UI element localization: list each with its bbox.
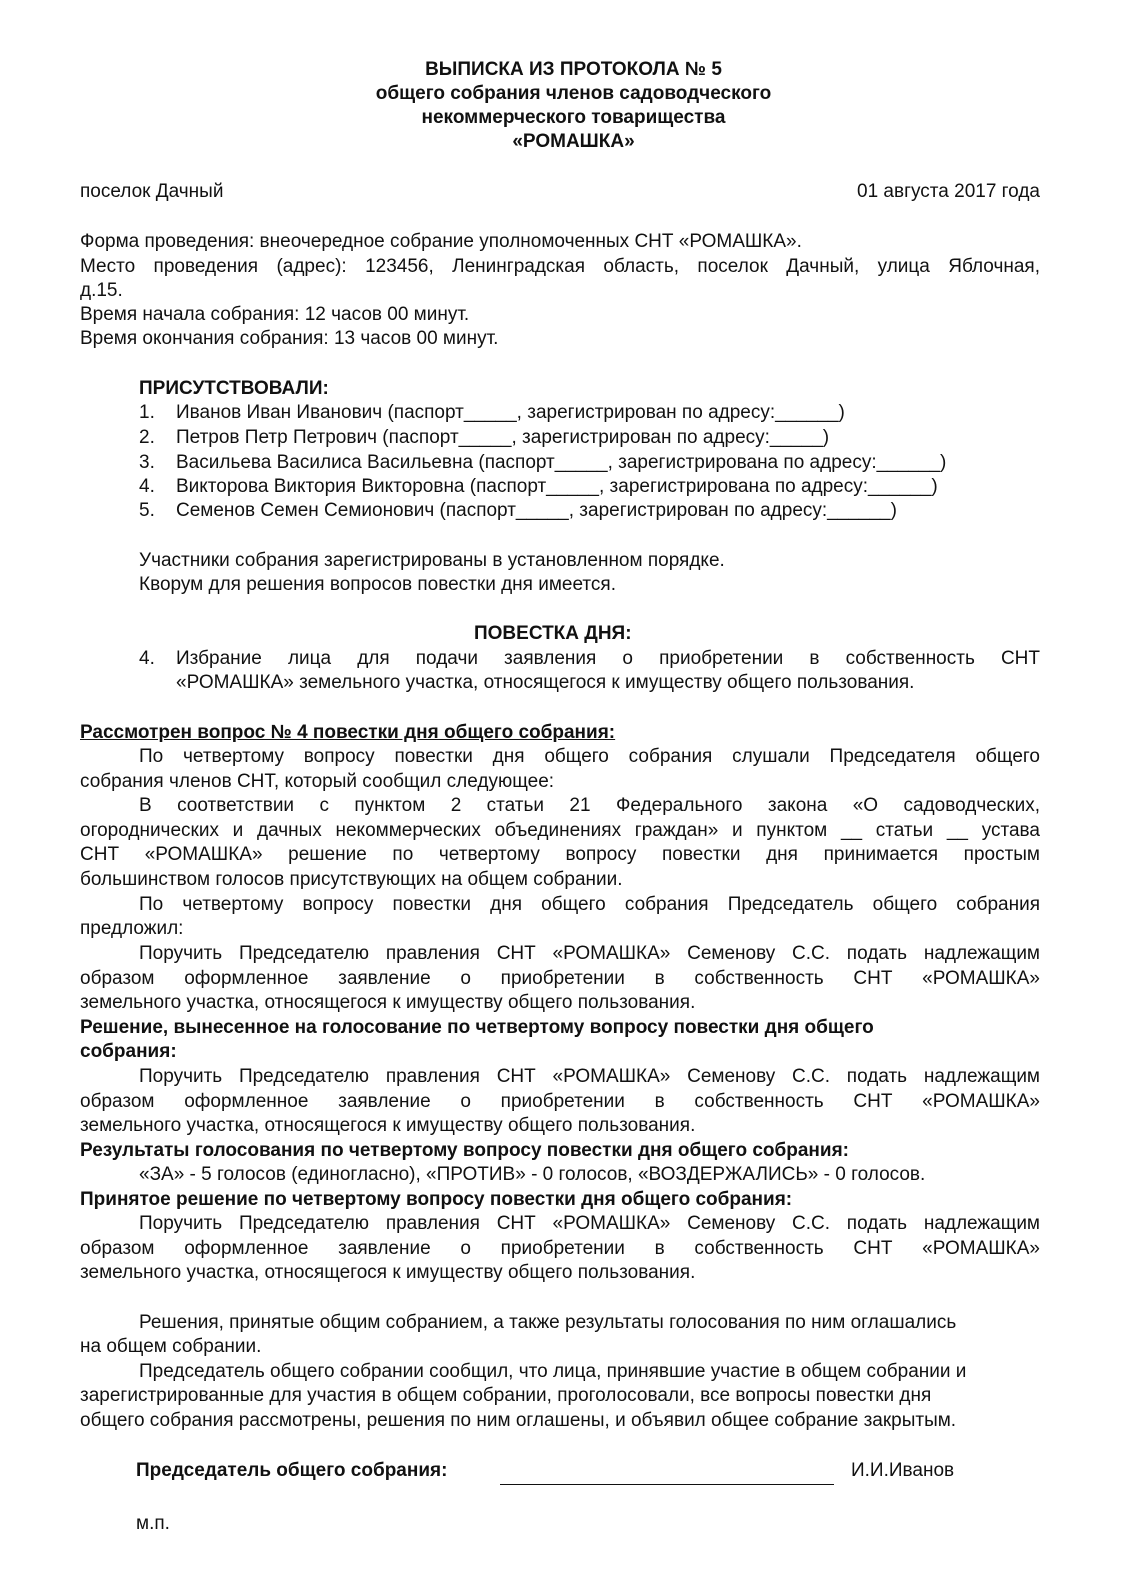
meeting-place: поселок Дачный xyxy=(80,181,224,202)
accepted-decision-text: образом оформленное заявление о приобретении в собственность СНТ «РОМАШКА» xyxy=(80,1238,1040,1259)
question-paragraph: В соответствии с пунктом 2 статьи 21 Федерального закона «О садоводческих, xyxy=(139,795,1040,816)
agenda-heading: ПОВЕСТКА ДНЯ: xyxy=(474,623,632,644)
document-title: ВЫПИСКА ИЗ ПРОТОКОЛА № 5 xyxy=(425,59,722,80)
vote-decision-heading: собрания: xyxy=(80,1041,177,1062)
question-paragraph: предложил: xyxy=(80,918,184,939)
question-heading: Рассмотрен вопрос № 4 повестки дня общего собрания: xyxy=(80,722,616,743)
meeting-date: 01 августа 2017 года xyxy=(857,181,1040,202)
accepted-decision-heading: Принятое решение по четвертому вопросу повестки дня общего собрания: xyxy=(80,1189,793,1210)
closing-paragraph: общего собрания рассмотрены, решения по ним оглашены, и объявил общее собрание закрытым. xyxy=(80,1410,957,1431)
vote-decision-heading: Решение, вынесенное на голосование по четвертому вопросу повестки дня общего xyxy=(80,1017,874,1038)
present-item-number: 1. xyxy=(139,402,155,423)
vote-decision-text: образом оформленное заявление о приобретении в собственность СНТ «РОМАШКА» xyxy=(80,1091,1040,1112)
results-text: «ЗА» - 5 голосов (единогласно), «ПРОТИВ» - 0 голосов, «ВОЗДЕРЖАЛИСЬ» - 0 голосов. xyxy=(139,1164,926,1185)
meeting-address-line-1: Место проведения (адрес): 123456, Ленинградская область, поселок Дачный, улица Яблочная, xyxy=(80,256,1040,277)
agenda-item-line-2: «РОМАШКА» земельного участка, относящегося к имуществу общего пользования. xyxy=(176,672,915,693)
present-heading: ПРИСУТСТВОВАЛИ: xyxy=(139,378,329,399)
vote-decision-text: земельного участка, относящегося к имуществу общего пользования. xyxy=(80,1115,696,1136)
vote-decision-text: Поручить Председателю правления СНТ «РОМАШКА» Семенову С.С. подать надлежащим xyxy=(139,1066,1040,1087)
accepted-decision-text: земельного участка, относящегося к имуществу общего пользования. xyxy=(80,1262,696,1283)
signatory-name: И.И.Иванов xyxy=(851,1460,955,1481)
present-item-number: 5. xyxy=(139,500,155,521)
agenda-item-line-1: Избрание лица для подачи заявления о приобретении в собственность СНТ xyxy=(176,648,1040,669)
signature-line xyxy=(500,1484,834,1485)
present-item: Викторова Виктория Викторовна (паспорт_____, зарегистрирована по адресу:______) xyxy=(176,476,938,497)
results-heading: Результаты голосования по четвертому вопросу повестки дня общего собрания: xyxy=(80,1140,849,1161)
meeting-start-time: Время начала собрания: 12 часов 00 минут. xyxy=(80,304,470,325)
meeting-form: Форма проведения: внеочередное собрание уполномоченных СНТ «РОМАШКА». xyxy=(80,231,802,252)
question-paragraph: По четвертому вопросу повестки дня общего собрания Председатель общего собрания xyxy=(139,894,1040,915)
question-paragraph: большинством голосов присутствующих на общем собрании. xyxy=(80,869,623,890)
question-paragraph: огороднических и дачных некоммерческих объединениях граждан» и пунктом __ статьи __ устава xyxy=(80,820,1040,841)
meeting-end-time: Время окончания собрания: 13 часов 00 минут. xyxy=(80,328,499,349)
quorum-note: Кворум для решения вопросов повестки дня имеется. xyxy=(139,574,616,595)
present-item-number: 2. xyxy=(139,427,155,448)
proposal-paragraph: образом оформленное заявление о приобретении в собственность СНТ «РОМАШКА» xyxy=(80,968,1040,989)
present-item-number: 4. xyxy=(139,476,155,497)
closing-paragraph: Решения, принятые общим собранием, а также результаты голосования по ним оглашались xyxy=(139,1312,957,1333)
document-subtitle-line-1: общего собрания членов садоводческого xyxy=(375,83,772,104)
document-subtitle-line-2: некоммерческого товарищества xyxy=(421,107,726,128)
stamp-place: м.п. xyxy=(136,1513,170,1534)
proposal-paragraph: Поручить Председателю правления СНТ «РОМАШКА» Семенову С.С. подать надлежащим xyxy=(139,943,1040,964)
proposal-paragraph: земельного участка, относящегося к имуществу общего пользования. xyxy=(80,992,696,1013)
present-item-number: 3. xyxy=(139,452,155,473)
present-item: Семенов Семен Семионович (паспорт_____, зарегистрирован по адресу:______) xyxy=(176,500,897,521)
signature-label: Председатель общего собрания: xyxy=(136,1460,448,1481)
meeting-address-line-2: д.15. xyxy=(80,280,123,301)
closing-paragraph: зарегистрированные для участия в общем собрании, проголосовали, все вопросы повестки дня xyxy=(80,1385,932,1406)
agenda-item-number: 4. xyxy=(139,648,155,669)
document-subtitle-line-3: «РОМАШКА» xyxy=(512,131,635,152)
accepted-decision-text: Поручить Председателю правления СНТ «РОМАШКА» Семенову С.С. подать надлежащим xyxy=(139,1213,1040,1234)
closing-paragraph: Председатель общего собрании сообщил, что лица, принявшие участие в общем собрании и xyxy=(139,1361,967,1382)
present-item: Васильева Василиса Васильевна (паспорт_____, зарегистрирована по адресу:______) xyxy=(176,452,947,473)
question-paragraph: СНТ «РОМАШКА» решение по четвертому вопросу повестки дня принимается простым xyxy=(80,844,1040,865)
question-paragraph: собрания членов СНТ, который сообщил следующее: xyxy=(80,771,555,792)
registration-note: Участники собрания зарегистрированы в установленном порядке. xyxy=(139,550,725,571)
closing-paragraph: на общем собрании. xyxy=(80,1336,262,1357)
present-item: Иванов Иван Иванович (паспорт_____, зарегистрирован по адресу:______) xyxy=(176,402,845,423)
question-paragraph: По четвертому вопросу повестки дня общего собрания слушали Председателя общего xyxy=(139,746,1040,767)
present-item: Петров Петр Петрович (паспорт_____, зарегистрирован по адресу:_____) xyxy=(176,427,830,448)
